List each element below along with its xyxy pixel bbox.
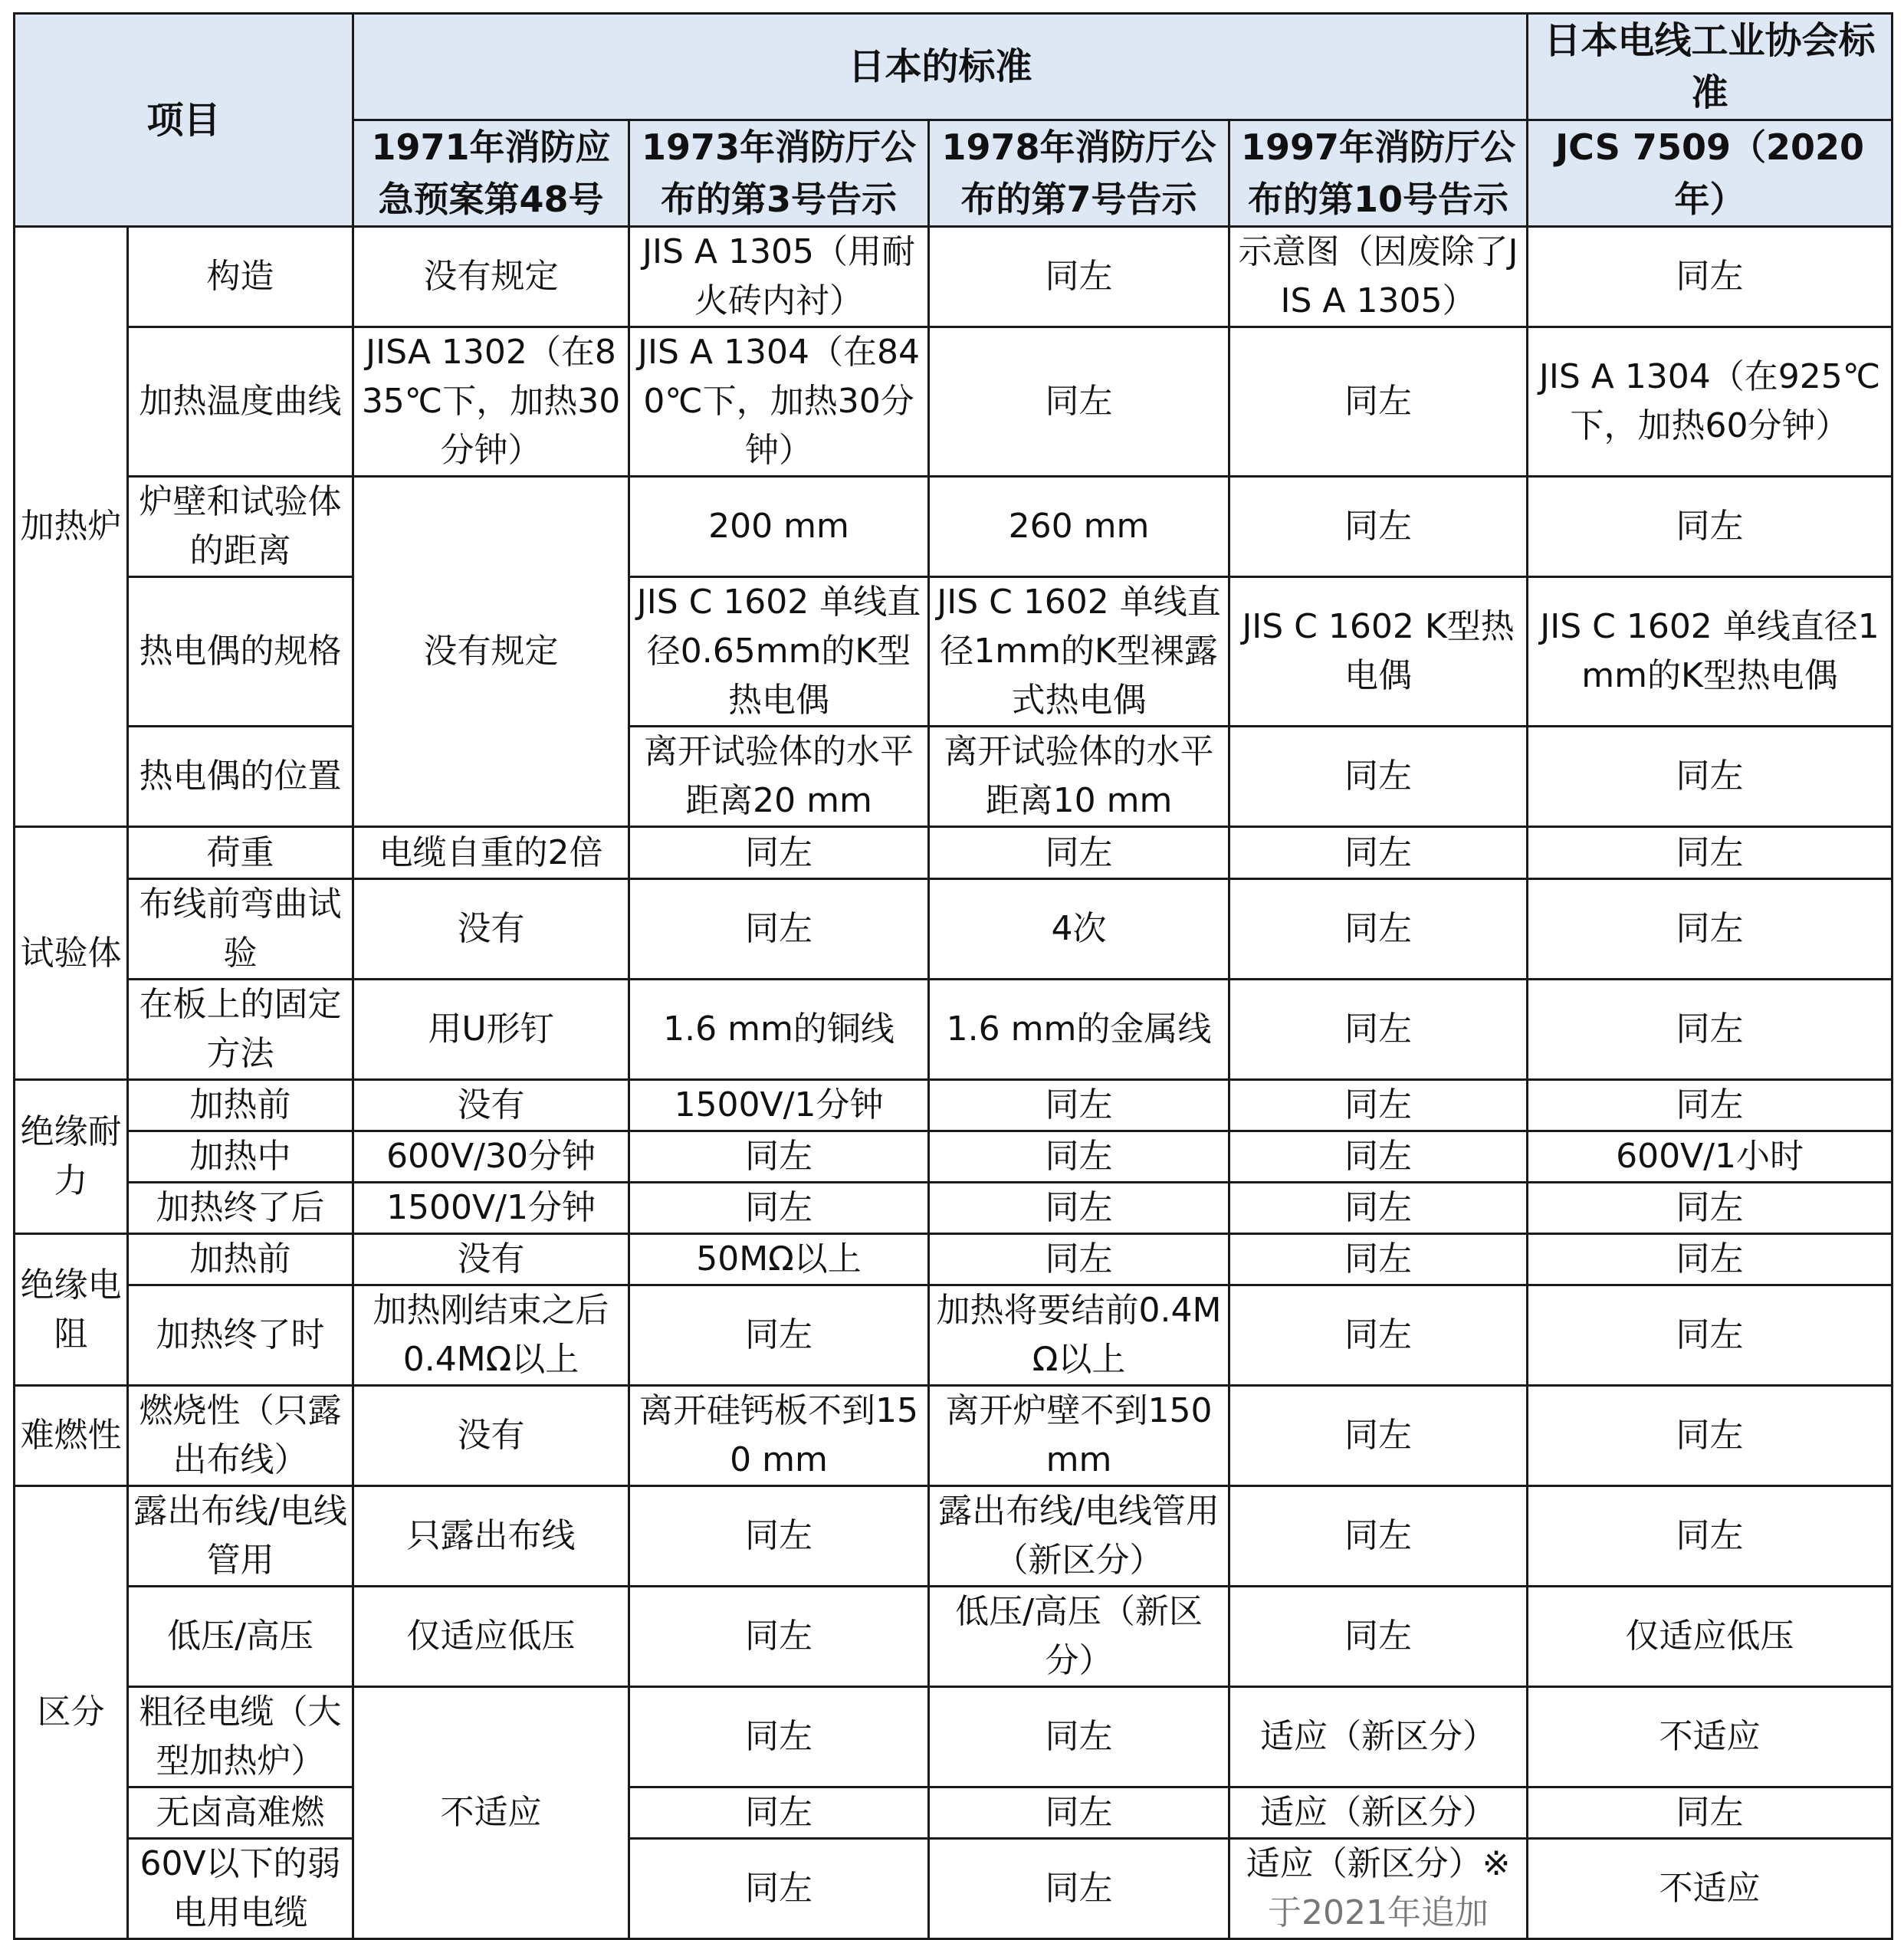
cell-jcs: 不适应	[1528, 1839, 1893, 1939]
cell-1978: 同左	[929, 1839, 1229, 1939]
cell-1997: 适应（新区分）	[1229, 1687, 1528, 1787]
cell-1997: 适应（新区分）	[1229, 1787, 1528, 1839]
cell-1997	[1229, 1839, 1528, 1939]
cell-1978: 4次	[929, 879, 1229, 980]
cell-1978: 同左	[929, 227, 1229, 327]
table-row	[15, 1080, 1893, 1131]
cell-1971: JISA 1302（在835℃下，加热30分钟）	[353, 327, 629, 477]
header-col-1997: 1997年消防厅公布的第10号告示	[1229, 120, 1528, 227]
cell-1978: 同左	[929, 1687, 1229, 1787]
cell-1997-text: 适应（新区分）※	[1246, 1844, 1511, 1883]
cell-jcs: JIS C 1602 单线直径1mm的K型热电偶	[1528, 577, 1893, 727]
cell-1973: JIS A 1304（在840℃下，加热30分钟）	[629, 327, 929, 477]
cell-1971: 没有	[353, 1234, 629, 1285]
cell-jcs: 同左	[1528, 1234, 1893, 1285]
cell-jcs: 同左	[1528, 1285, 1893, 1386]
group-flame: 难燃性	[15, 1386, 128, 1486]
table-row	[15, 1183, 1893, 1234]
table-row	[15, 477, 1893, 577]
cell-1971: 没有	[353, 879, 629, 980]
cell-1978: 同左	[929, 1787, 1229, 1839]
item-cell: 60V以下的弱电用电缆	[128, 1839, 353, 1939]
cell-1973: 同左	[629, 1587, 929, 1687]
item-cell: 荷重	[128, 827, 353, 879]
cell-1997: 同左	[1229, 1131, 1528, 1183]
cell-1997: 示意图（因废除了JIS A 1305）	[1229, 227, 1528, 327]
table-row	[15, 1386, 1893, 1486]
cell-1997: 同左	[1229, 327, 1528, 477]
item-cell: 露出布线/电线管用	[128, 1486, 353, 1587]
cell-jcs: 同左	[1528, 1183, 1893, 1234]
cell-1997: 同左	[1229, 1285, 1528, 1386]
header-col-jcs: JCS 7509（2020年）	[1528, 120, 1893, 227]
cell-1971: 仅适应低压	[353, 1587, 629, 1687]
cell-1978: 同左	[929, 1234, 1229, 1285]
item-cell: 布线前弯曲试验	[128, 879, 353, 980]
cell-1973: JIS C 1602 单线直径0.65mm的K型热电偶	[629, 577, 929, 727]
table-row	[15, 1234, 1893, 1285]
cell-1973: 同左	[629, 827, 929, 879]
cell-1971: 没有	[353, 1386, 629, 1486]
cell-jcs: 同左	[1528, 1787, 1893, 1839]
header-japan-standard: 日本的标准	[353, 14, 1528, 120]
cell-1973: 同左	[629, 1839, 929, 1939]
cell-1997: 同左	[1229, 1183, 1528, 1234]
cell-jcs: 600V/1小时	[1528, 1131, 1893, 1183]
item-cell: 加热终了时	[128, 1285, 353, 1386]
table-row	[15, 1486, 1893, 1587]
cell-1973: 200 mm	[629, 477, 929, 577]
header-col-1971: 1971年消防应急预案第48号	[353, 120, 629, 227]
header-col-1973: 1973年消防厅公布的第3号告示	[629, 120, 929, 227]
item-cell: 加热中	[128, 1131, 353, 1183]
table-row	[15, 1787, 1893, 1839]
header-col-1978: 1978年消防厅公布的第7号告示	[929, 120, 1229, 227]
cell-1973: 离开试验体的水平距离20 mm	[629, 727, 929, 827]
cell-jcs: 同左	[1528, 727, 1893, 827]
cell-jcs: 同左	[1528, 1486, 1893, 1587]
cell-jcs: 不适应	[1528, 1687, 1893, 1787]
cell-jcs: 仅适应低压	[1528, 1587, 1893, 1687]
cell-1971: 只露出布线	[353, 1486, 629, 1587]
cell-1971: 没有规定	[353, 477, 629, 827]
table-row	[15, 727, 1893, 827]
cell-1997: JIS C 1602 K型热电偶	[1229, 577, 1528, 727]
item-cell: 加热前	[128, 1234, 353, 1285]
table-row	[15, 980, 1893, 1080]
cell-1978: 离开试验体的水平距离10 mm	[929, 727, 1229, 827]
cell-1978: JIS C 1602 单线直径1mm的K型裸露式热电偶	[929, 577, 1229, 727]
cell-1973: 50MΩ以上	[629, 1234, 929, 1285]
item-cell: 低压/高压	[128, 1587, 353, 1687]
group-furnace: 加热炉	[15, 227, 128, 827]
cell-1997: 同左	[1229, 1080, 1528, 1131]
cell-1971: 用U形钉	[353, 980, 629, 1080]
item-cell: 热电偶的规格	[128, 577, 353, 727]
table-row	[15, 879, 1893, 980]
item-cell: 加热前	[128, 1080, 353, 1131]
table-row	[15, 1839, 1893, 1939]
cell-jcs: 同左	[1528, 1080, 1893, 1131]
item-cell: 加热终了后	[128, 1183, 353, 1234]
item-cell: 热电偶的位置	[128, 727, 353, 827]
cell-1997: 同左	[1229, 1486, 1528, 1587]
cell-1978: 同左	[929, 327, 1229, 477]
group-withstand: 绝缘耐力	[15, 1080, 128, 1234]
cell-1971: 加热刚结束之后0.4MΩ以上	[353, 1285, 629, 1386]
table-row	[15, 227, 1893, 327]
cell-1973: 离开硅钙板不到150 mm	[629, 1386, 929, 1486]
cell-jcs: JIS A 1304（在925℃下，加热60分钟）	[1528, 327, 1893, 477]
cell-1971: 600V/30分钟	[353, 1131, 629, 1183]
cell-1978: 同左	[929, 1131, 1229, 1183]
cell-jcs: 同左	[1528, 980, 1893, 1080]
cell-1973: 同左	[629, 1285, 929, 1386]
item-cell: 粗径电缆（大型加热炉）	[128, 1687, 353, 1787]
table-row	[15, 1285, 1893, 1386]
cell-1978: 低压/高压（新区分）	[929, 1587, 1229, 1687]
table-row	[15, 577, 1893, 727]
cell-1973: 1.6 mm的铜线	[629, 980, 929, 1080]
cell-jcs: 同左	[1528, 227, 1893, 327]
cell-1997-note: 于2021年追加	[1268, 1893, 1489, 1932]
item-cell: 在板上的固定方法	[128, 980, 353, 1080]
cell-1997: 同左	[1229, 1386, 1528, 1486]
header-item: 项目	[15, 14, 353, 227]
table-row	[15, 1587, 1893, 1687]
cell-1997: 同左	[1229, 827, 1528, 879]
cell-1973: 同左	[629, 1687, 929, 1787]
cell-1971: 1500V/1分钟	[353, 1183, 629, 1234]
cell-jcs: 同左	[1528, 477, 1893, 577]
cell-1971: 不适应	[353, 1687, 629, 1939]
item-cell: 无卤高难燃	[128, 1787, 353, 1839]
cell-1978: 1.6 mm的金属线	[929, 980, 1229, 1080]
item-cell: 燃烧性（只露出布线）	[128, 1386, 353, 1486]
cell-1973: 同左	[629, 1787, 929, 1839]
cell-1978: 离开炉壁不到150 mm	[929, 1386, 1229, 1486]
item-cell: 炉壁和试验体的距离	[128, 477, 353, 577]
cell-1973: 同左	[629, 1183, 929, 1234]
cell-1978: 260 mm	[929, 477, 1229, 577]
cell-jcs: 同左	[1528, 879, 1893, 980]
cell-1978: 同左	[929, 1183, 1229, 1234]
header-jcs-standard: 日本电线工业协会标准	[1528, 14, 1893, 120]
group-specimen: 试验体	[15, 827, 128, 1080]
cell-1997: 同左	[1229, 1234, 1528, 1285]
cell-1997: 同左	[1229, 727, 1528, 827]
cell-1997: 同左	[1229, 980, 1528, 1080]
table-row	[15, 827, 1893, 879]
item-cell: 构造	[128, 227, 353, 327]
cell-1971: 没有规定	[353, 227, 629, 327]
cell-1997: 同左	[1229, 879, 1528, 980]
cell-1978: 同左	[929, 827, 1229, 879]
standards-comparison-table	[13, 12, 1893, 1940]
cell-1973: 同左	[629, 1486, 929, 1587]
cell-1971: 电缆自重的2倍	[353, 827, 629, 879]
cell-1978: 露出布线/电线管用（新区分）	[929, 1486, 1229, 1587]
item-cell: 加热温度曲线	[128, 327, 353, 477]
cell-jcs: 同左	[1528, 827, 1893, 879]
cell-1997: 同左	[1229, 1587, 1528, 1687]
cell-1973: JIS A 1305（用耐火砖内衬）	[629, 227, 929, 327]
cell-1978: 同左	[929, 1080, 1229, 1131]
table-row	[15, 1131, 1893, 1183]
cell-1973: 同左	[629, 879, 929, 980]
table-row	[15, 327, 1893, 477]
cell-1978: 加热将要结前0.4MΩ以上	[929, 1285, 1229, 1386]
cell-1973: 1500V/1分钟	[629, 1080, 929, 1131]
cell-jcs: 同左	[1528, 1386, 1893, 1486]
cell-1973: 同左	[629, 1131, 929, 1183]
group-division: 区分	[15, 1486, 128, 1939]
table-row	[15, 1687, 1893, 1787]
group-resistance: 绝缘电阻	[15, 1234, 128, 1386]
cell-1997: 同左	[1229, 477, 1528, 577]
cell-1971: 没有	[353, 1080, 629, 1131]
